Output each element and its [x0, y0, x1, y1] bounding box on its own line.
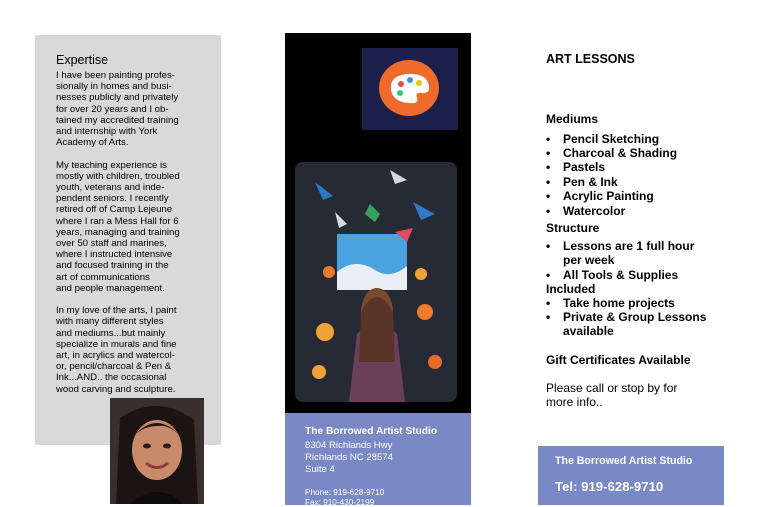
lessons-title: ART LESSONS — [546, 52, 635, 66]
gift-certificates: Gift Certificates Available — [546, 353, 691, 367]
palette-icon — [379, 60, 439, 116]
call-info: more info.. — [546, 395, 603, 409]
studio-name: The Borrowed Artist Studio — [305, 426, 438, 437]
expertise-title: Expertise — [56, 53, 109, 67]
call-info: Please call or stop by for — [546, 381, 678, 395]
mediums-heading: Mediums — [546, 112, 599, 126]
address-line: Suite 4 — [305, 464, 335, 475]
fax-number: Fax: 910-430-2199 — [305, 498, 375, 507]
painting-illustration — [295, 162, 457, 402]
studio-name: The Borrowed Artist Studio — [555, 455, 693, 467]
expertise-body: I have been painting profes- sionally in homes and busi- nesses publicly and privately for over 20 years and I ob- tained my accredited training and internship with York Academy of Arts. My teaching experience is mostly with children, troubled youth, veterans and inde- pendent seniors. I recently retired off of Camp Lejeune where I ran a Mess Hall for 6 years, managing and training over 50 staff and marines, where I instructed intensive and focused training in the art of communications and people management. In my love of the arts, I paint with many different styles and mediums...but mainly specialize in murals and fine art, in acrylics and watercol- or, pencil/charcoal & Pen & Ink...AND.. the occasional wood carving and sculpture. — [56, 70, 180, 395]
structure-heading: Structure — [546, 221, 600, 235]
artist-photo — [110, 398, 204, 504]
address-line: Richlands NC 28574 — [305, 452, 393, 463]
phone-number: Tel: 919-628-9710 — [555, 479, 664, 494]
address-line: 8304 Richlands Hwy — [305, 440, 393, 451]
phone-number: Phone: 919-628-9710 — [305, 488, 385, 497]
